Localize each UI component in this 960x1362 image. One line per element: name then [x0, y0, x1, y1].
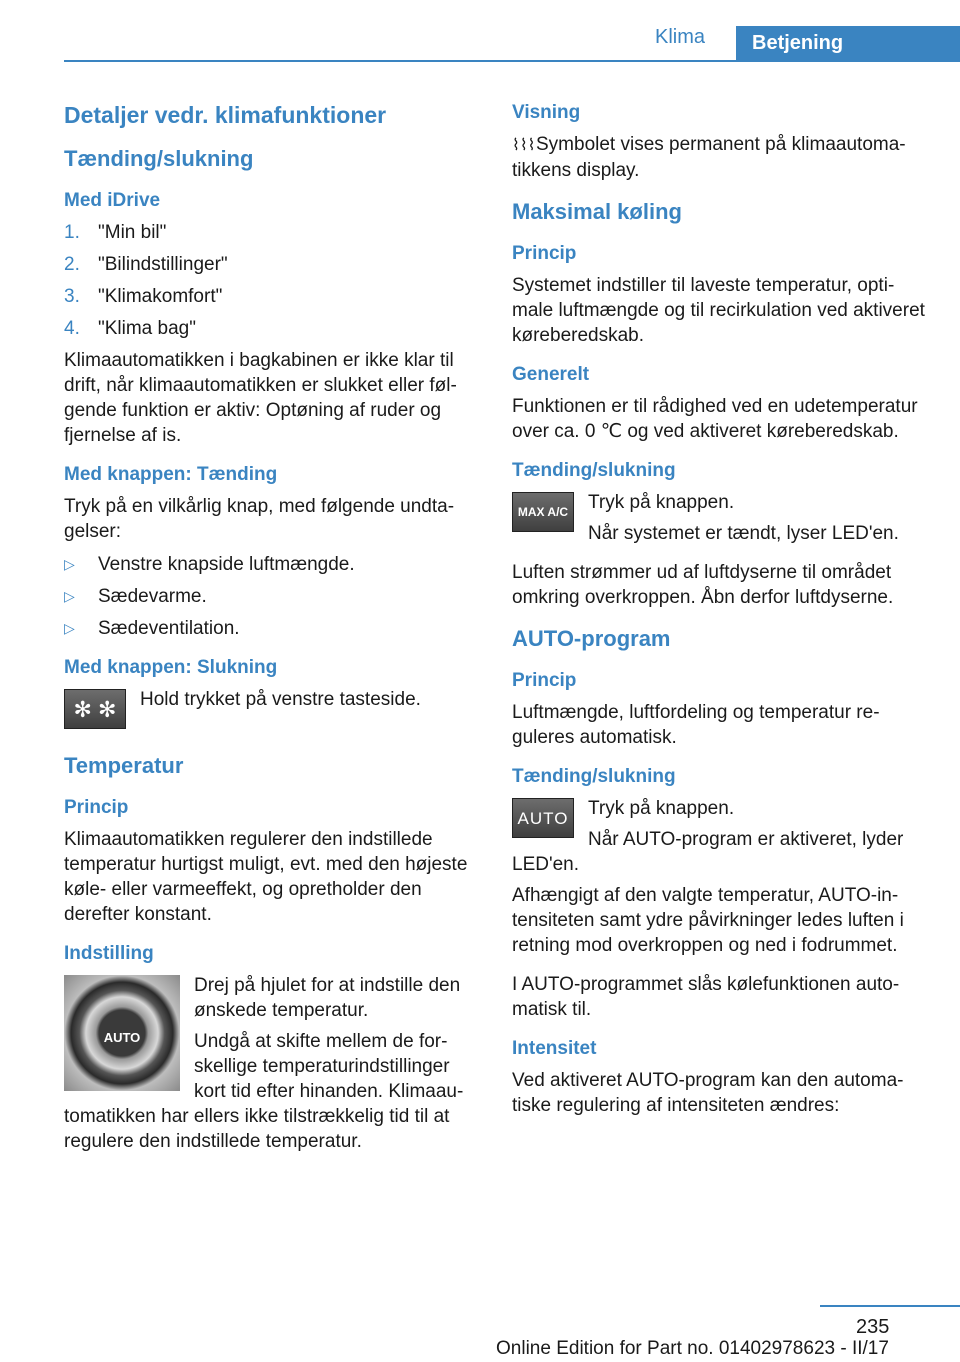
fan-off-icon: ✻ ✻ [64, 689, 126, 729]
list-item [64, 220, 476, 245]
heading-principle: Princip [512, 243, 577, 264]
step-number: 3. [64, 286, 80, 307]
auto-button-icon: AUTO [512, 798, 574, 838]
heading-button-off: Med knappen: Slukning [64, 657, 278, 678]
heading-intensity: Intensitet [512, 1038, 597, 1059]
heading-auto-program: AUTO-program [512, 626, 671, 651]
paragraph: I AUTO-programmet slås kølefunktionen automatisk til. [512, 974, 900, 1020]
paragraph: Tryk på knappen. [588, 492, 735, 513]
bullet-triangle-icon: ▷ [64, 620, 75, 636]
display-paragraph [512, 132, 926, 183]
setting-block [64, 973, 476, 1168]
paragraph: Når AUTO-program er aktiveret, lyder LED'en. [512, 829, 904, 875]
heading-max-cooling: Maksimal køling [512, 199, 682, 224]
bullet-text: Sædeventilation. [98, 618, 240, 639]
heading-onoff: Tænding/slukning [512, 766, 676, 787]
heading-principle: Princip [512, 670, 577, 691]
left-column [64, 100, 476, 1168]
list-item [64, 616, 476, 641]
auto-block [512, 796, 926, 883]
knob-label: AUTO [103, 1030, 141, 1045]
heading-display: Visning [512, 102, 581, 123]
paragraph: Klimaautomatikken regulerer den indstillede temperatur hurtigst muligt, evt. med den højeste køle- eller varmeeffekt, og opretholder den derefter konstant. [64, 829, 468, 925]
paragraph: Ved aktiveret AUTO-program kan den automatiske regulering af intensiteten ændres: [512, 1070, 904, 1116]
list-item [64, 584, 476, 609]
paragraph: Luften strømmer ud af luftdyserne til området omkring overkroppen. Åbn derfor luftdyserne. [512, 562, 894, 608]
list-item [64, 252, 476, 277]
heading-onoff: Tænding/slukning [512, 460, 676, 481]
paragraph: Funktionen er til rådighed ved en udetemperatur over ca. 0 ℃ og ved aktiveret køreberedskab. [512, 396, 918, 442]
paragraph: Når systemet er tændt, lyser LED'en. [588, 523, 899, 544]
max-ac-row [512, 490, 926, 546]
step-text: "Klima bag" [98, 318, 196, 339]
paragraph: Tryk på en vilkårlig knap, med følgende undtagelser: [64, 496, 455, 542]
max-ac-button-icon: MAX A/C [512, 492, 574, 532]
heading-idrive: Med iDrive [64, 190, 161, 211]
step-number: 4. [64, 318, 80, 339]
list-item [64, 316, 476, 341]
paragraph: Systemet indstiller til laveste temperatur, optimale luftmængde og til recirkulation ved aktiveret køreberedskab. [512, 275, 925, 346]
header-section: Klima [655, 26, 706, 48]
heat-waves-icon: ⌇⌇⌇ [512, 137, 536, 154]
bullet-text: Venstre knapside luftmængde. [98, 554, 355, 575]
list-item [64, 552, 476, 577]
temperature-knob-image [64, 975, 180, 1091]
heading-principle: Princip [64, 797, 129, 818]
paragraph: Luftmængde, luftfordeling og temperatur reguleres automatisk. [512, 702, 880, 748]
step-text: "Klimakomfort" [98, 286, 223, 307]
exception-list [64, 552, 476, 641]
heading-setting: Indstilling [64, 943, 154, 964]
heading-temperature: Temperatur [64, 753, 184, 778]
paragraph: Drej på hjulet for at indstille den ønskede temperatur. [194, 975, 461, 1021]
page-title: Detaljer vedr. klimafunktioner [64, 102, 387, 128]
header-chapter-tab: Betjening [736, 26, 960, 62]
heading-onoff: Tænding/slukning [64, 146, 254, 171]
step-number: 1. [64, 222, 80, 243]
paragraph: Undgå at skifte mellem de forskellige temperaturindstillinger kort tid efter hinanden. Klimaautomatikken har ellers ikke tilstrækkelig tid til at regulere den indstillede temperatur. [64, 1031, 464, 1152]
paragraph: Klimaautomatikken i bagkabinen er ikke klar til drift, når klimaautomatikken er slukket eller følgende funktion er aktiv: Optøning af ruder og fjernelse af is. [64, 350, 457, 446]
list-item [64, 284, 476, 309]
bullet-triangle-icon: ▷ [64, 588, 75, 604]
right-column [512, 100, 926, 1132]
step-text: "Bilindstillinger" [98, 254, 228, 275]
paragraph: Afhængigt af den valgte temperatur, AUTO-intensiteten samt ydre påvirkninger ledes luften i retning mod overkroppen og ned i fodrummet. [512, 885, 904, 956]
footer-rule [820, 1305, 960, 1307]
idrive-steps [64, 220, 476, 341]
heading-general: Generelt [512, 364, 590, 385]
paragraph: Tryk på knappen. [588, 798, 735, 819]
fan-off-text: Hold trykket på venstre tasteside. [140, 689, 421, 710]
bullet-triangle-icon: ▷ [64, 556, 75, 572]
bullet-text: Sædevarme. [98, 586, 207, 607]
step-text: "Min bil" [98, 222, 167, 243]
edition-footer: Online Edition for Part no. 01402978623 - II/17 [496, 1338, 889, 1359]
fan-off-row [64, 687, 476, 729]
heading-button-on: Med knappen: Tænding [64, 464, 278, 485]
step-number: 2. [64, 254, 80, 275]
page-number: 235 [856, 1316, 890, 1338]
display-text: Symbolet vises permanent på klimaautomatikkens display. [512, 134, 906, 181]
